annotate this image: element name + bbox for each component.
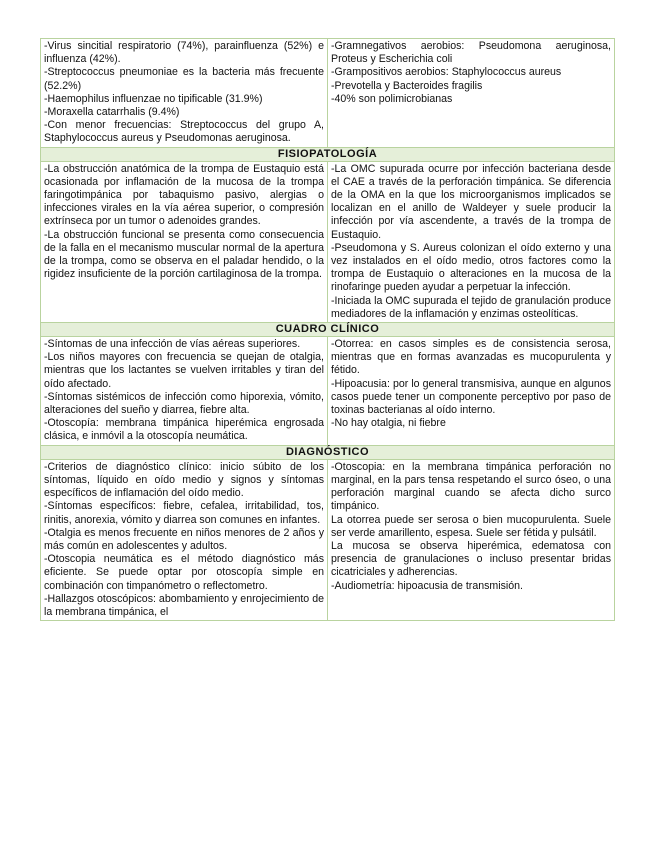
etiology-item: -40% son polimicrobianas <box>331 92 453 105</box>
section-header-row <box>41 445 615 459</box>
diagnostico-item: -Hallazgos otoscópicos: abombamiento y enrojecimiento de la membrana timpánica, el <box>44 592 324 618</box>
diagnostico-left-cell <box>41 459 328 620</box>
etiology-item: -Virus sincitial respiratorio (74%), parainfluenza (52%) e influenza (42%). <box>44 40 324 66</box>
cuadro-clinico-row <box>41 337 615 446</box>
cuadro-item: -Hipoacusia: por lo general transmisiva, aunque en algunos casos puede tener un componente perceptivo por paso de toxinas bacterianas al oído interno. <box>331 377 611 417</box>
fisiopatologia-item: -Iniciada la OMC supurada el tejido de granulación produce mediadores de la inflamación y enzimas osteolíticas. <box>331 294 611 320</box>
cuadro-item: -Los niños mayores con frecuencia se quejan de otalgia, mientras que los lactantes se vuelven irritables y tiran del oído afectado. <box>44 351 324 390</box>
fisiopatologia-item: -La OMC supurada ocurre por infección bacteriana desde el CAE a través de la perforación timpánica. Se diferencia de la OMA en la que los microorganismos implicados se localizan en el anillo de Waldeyer y suele producir la infección por vía ascendente, a través de la trompa de Eustaquio. <box>331 162 611 241</box>
section-header-row <box>41 323 615 337</box>
cuadro-clinico-heading: CUADRO CLÍNICO <box>41 323 615 337</box>
fisiopatologia-row <box>41 161 615 322</box>
fisiopatologia-item: -La obstrucción anatómica de la trompa de Eustaquio está ocasionada por inflamación de la mucosa de la trompa faringotimpánica por tabaquismo pasivo, alergias o infecciones virales en la vía aérea superior, o compresión extrínseca por un tumor o adenoides grandes. <box>44 162 324 228</box>
diagnostico-row <box>41 459 615 620</box>
diagnostico-item: -Otalgia es menos frecuente en niños menores de 2 años y más común en adolescentes y adultos. <box>44 526 324 552</box>
fisiopatologia-right-cell <box>328 161 615 322</box>
diagnostico-right-cell <box>328 459 615 620</box>
cuadro-item: -Otoscopía: membrana timpánica hiperémica engrosada clásica, e inmóvil a la otoscopía neumática. <box>44 417 324 443</box>
fisiopatologia-left-cell <box>41 161 328 322</box>
etiology-right-cell <box>328 39 615 148</box>
clinical-table <box>40 38 615 621</box>
etiology-item: -Haemophilus influenzae no tipificable (31.9%) <box>44 92 263 105</box>
fisiopatologia-heading: FISIOPATOLOGÍA <box>41 147 615 161</box>
etiology-left-cell <box>41 39 328 148</box>
etiology-item: -Moraxella catarrhalis (9.4%) <box>44 106 180 119</box>
fisiopatologia-item: -Pseudomona y S. Aureus colonizan el oído externo y una vez instalados en el oído medio, otros factores como la trompa de Eustaquio o alteraciones en la mucosa de la rinofaringe pueden ayudar a perpetuar la infección. <box>331 241 611 294</box>
etiology-item: -Con menor frecuencias: Streptococcus del grupo A, Staphylococcus aureus y Pseudomonas aeruginosa. <box>44 119 324 145</box>
cuadro-item: -Otorrea: en casos simples es de consistencia serosa, mientras que en formas avanzadas es mucopurulenta y fétido. <box>331 338 611 377</box>
diagnostico-item: -Otoscopia: en la membrana timpánica perforación no marginal, en la pars tensa respetando el surco óseo, o una perforación marginal cuando se afecta dicho surco timpánico. <box>331 460 611 513</box>
cuadro-item: -No hay otalgia, ni fiebre <box>331 417 446 430</box>
etiology-item: -Gramnegativos aerobios: Pseudomona aeruginosa, Proteus y Escherichia coli <box>331 40 611 66</box>
cuadro-item: -Síntomas sistémicos de infección como hiporexia, vómito, alteraciones del sueño y diarrea, fiebre alta. <box>44 390 324 417</box>
etiology-item: -Streptococcus pneumoniae es la bacteria más frecuente (52.2%) <box>44 66 324 92</box>
cuadro-item: -Síntomas de una infección de vías aéreas superiores. <box>44 338 301 351</box>
etiology-item: -Grampositivos aerobios: Staphylococcus aureus <box>331 66 562 79</box>
cuadro-left-cell <box>41 337 328 446</box>
fisiopatologia-item: -La obstrucción funcional se presenta como consecuencia de la falla en el mecanismo muscular normal de la apertura de la trompa, como se observa en el paladar hendido, o la rigidez insuficiente de la porción cartilaginosa de la trompa. <box>44 228 324 281</box>
cuadro-right-cell <box>328 337 615 446</box>
diagnostico-heading: DIAGNÓSTICO <box>41 445 615 459</box>
diagnostico-item: -Criterios de diagnóstico clínico: inicio súbito de los síntomas, líquido en oído medio y signos y síntomas específicos de inflamación del oído medio. <box>44 460 324 500</box>
diagnostico-item: La mucosa se observa hiperémica, edematosa con presencia de granulaciones o incluso presentar bridas cicatriciales y adherencias. <box>331 539 611 579</box>
etiology-item: -Prevotella y Bacteroides fragilis <box>331 79 483 92</box>
etiology-row <box>41 39 615 148</box>
diagnostico-item: -Síntomas específicos: fiebre, cefalea, irritabilidad, tos, rinitis, anorexia, vómito y diarrea son comunes en infantes. <box>44 500 324 526</box>
section-header-row <box>41 147 615 161</box>
diagnostico-item: -Otoscopia neumática es el método diagnóstico más eficiente. Se puede optar por otoscopía simple en combinación con timpanómetro o reflectometro. <box>44 553 324 592</box>
diagnostico-item: La otorrea puede ser serosa o bien mucopurulenta. Suele ser verde amarillento, espesa. Suele ser fétida y pulsátil. <box>331 513 611 539</box>
diagnostico-item: -Audiometría: hipoacusia de transmisión. <box>331 579 523 592</box>
